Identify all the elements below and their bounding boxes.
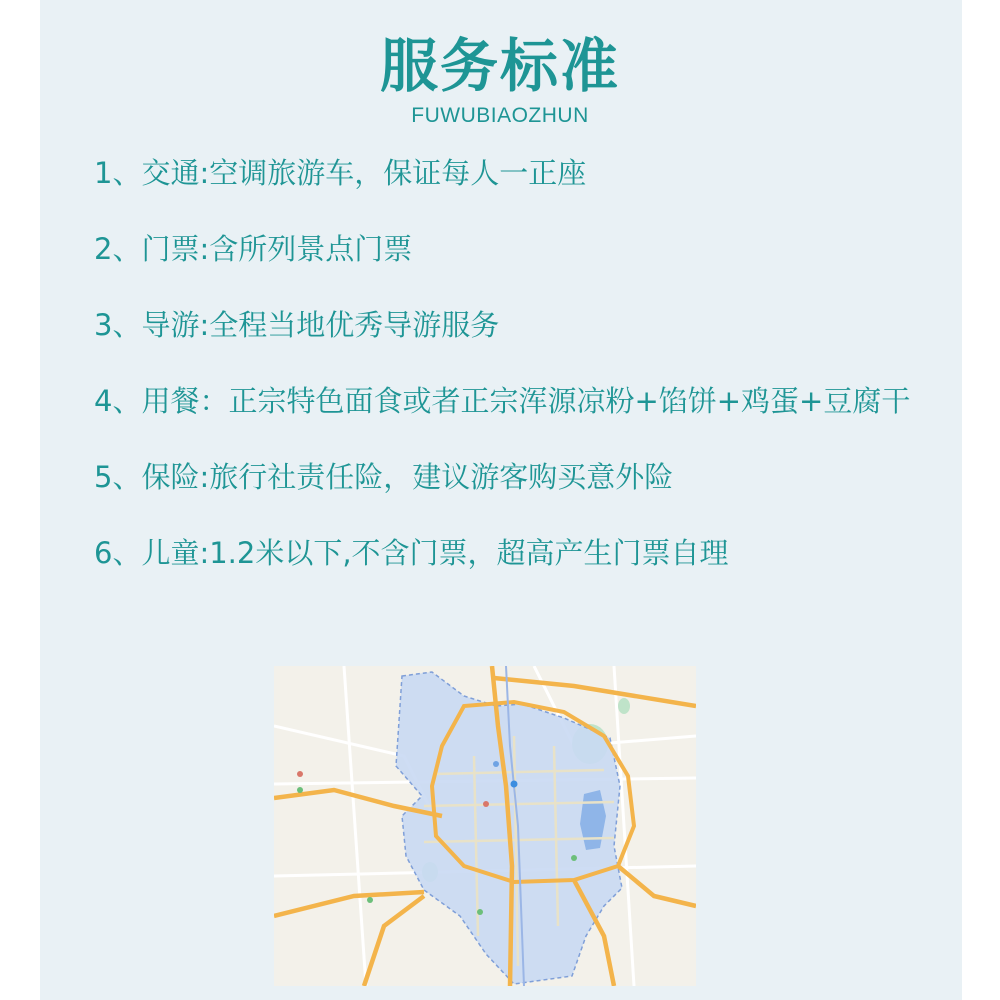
service-item-insurance: 5、保险:旅行社责任险，建议游客购买意外险 xyxy=(94,460,674,494)
poi-marker xyxy=(297,787,303,793)
service-item-tickets: 2、门票:含所列景点门票 xyxy=(94,232,413,266)
city-map xyxy=(274,666,696,986)
page-title: 服务标准 xyxy=(379,32,620,100)
service-item-children: 6、儿童:1.2米以下,不含门票，超高产生门票自理 xyxy=(94,536,729,570)
poi-marker xyxy=(571,855,577,861)
service-item-meals: 4、用餐：正宗特色面食或者正宗浑源凉粉+馅饼+鸡蛋+豆腐干 xyxy=(94,384,911,418)
park-area xyxy=(618,698,630,714)
service-item-transport: 1、交通:空调旅游车，保证每人一正座 xyxy=(94,156,587,190)
poi-marker xyxy=(493,761,499,767)
service-list xyxy=(94,150,974,606)
poi-marker xyxy=(367,897,373,903)
poi-marker xyxy=(297,771,303,777)
map-graphic xyxy=(274,666,696,986)
location-marker xyxy=(511,781,518,788)
page-subtitle: FUWUBIAOZHUN xyxy=(411,104,589,127)
service-item-guide: 3、导游:全程当地优秀导游服务 xyxy=(94,308,500,342)
poi-marker xyxy=(477,909,483,915)
poi-marker xyxy=(483,801,489,807)
